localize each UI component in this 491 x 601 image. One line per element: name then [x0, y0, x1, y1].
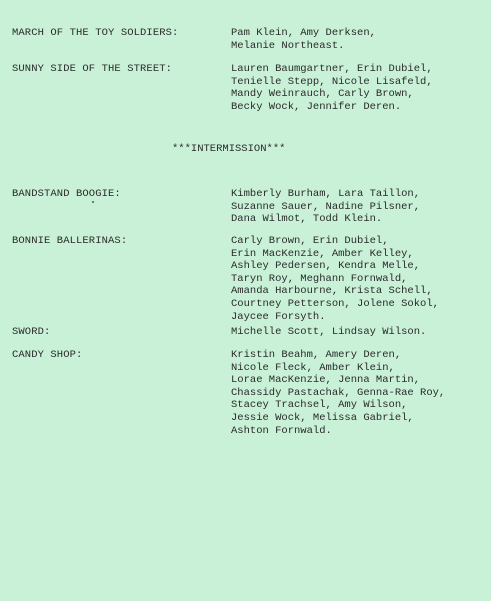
- performer-line: Mandy Weinrauch, Carly Brown,: [231, 88, 414, 101]
- performer-line: Dana Wilmot, Todd Klein.: [231, 213, 383, 226]
- performer-line: Michelle Scott, Lindsay Wilson.: [231, 326, 427, 338]
- performer-line: Kristin Beahm, Amery Deren,: [231, 349, 402, 361]
- act-performers: [231, 326, 426, 339]
- performer-line: Suzanne Sauer, Nadine Pilsner,: [231, 200, 421, 213]
- performer-line: Jaycee Forsyth.: [231, 310, 326, 323]
- performer-line: Melanie Northeast.: [231, 39, 345, 52]
- performer-line: Chassidy Pastachak, Genna-Rae Roy,: [231, 386, 446, 399]
- act-title: CANDY SHOP:: [12, 349, 83, 361]
- act-performers: [231, 349, 445, 437]
- act-performers: [231, 235, 439, 323]
- performer-line: Tenielle Stepp, Nicole Lisafeld,: [231, 75, 433, 88]
- performer-line: Taryn Roy, Meghann Fornwald,: [231, 272, 408, 285]
- performer-line: Carly Brown, Erin Dubiel,: [231, 235, 389, 247]
- act-performers: [231, 188, 420, 226]
- act-title: BANDSTAND BOOGIE:: [12, 188, 121, 200]
- performer-line: Ashton Fornwald.: [231, 424, 332, 437]
- performer-line: Pam Klein, Amy Derksen,: [231, 27, 376, 39]
- performer-line: Jessie Wock, Melissa Gabriel,: [231, 411, 414, 424]
- act-title: BONNIE BALLERINAS:: [12, 235, 128, 247]
- act-title: MARCH OF THE TOY SOLDIERS:: [12, 27, 179, 39]
- performer-line: Kimberly Burham, Lara Taillon,: [231, 188, 421, 200]
- speck-mark: [92, 201, 94, 203]
- performer-line: Amanda Harbourne, Krista Schell,: [231, 285, 433, 298]
- intermission-heading: ***INTERMISSION***: [172, 143, 286, 155]
- performer-line: Courtney Petterson, Jolene Sokol,: [231, 297, 439, 310]
- act-performers: [231, 63, 433, 113]
- performer-line: Erin MacKenzie, Amber Kelley,: [231, 247, 414, 260]
- performer-line: Lauren Baumgartner, Erin Dubiel,: [231, 63, 433, 75]
- performer-line: Becky Wock, Jennifer Deren.: [231, 100, 402, 113]
- performer-line: Stacey Trachsel, Amy Wilson,: [231, 399, 408, 412]
- performer-line: Nicole Fleck, Amber Klein,: [231, 361, 395, 374]
- act-title: SUNNY SIDE OF THE STREET:: [12, 63, 173, 75]
- performer-line: Lorae MacKenzie, Jenna Martin,: [231, 374, 421, 387]
- act-title: SWORD:: [12, 326, 51, 338]
- performer-line: Ashley Pedersen, Kendra Melle,: [231, 260, 421, 273]
- act-performers: [231, 27, 376, 52]
